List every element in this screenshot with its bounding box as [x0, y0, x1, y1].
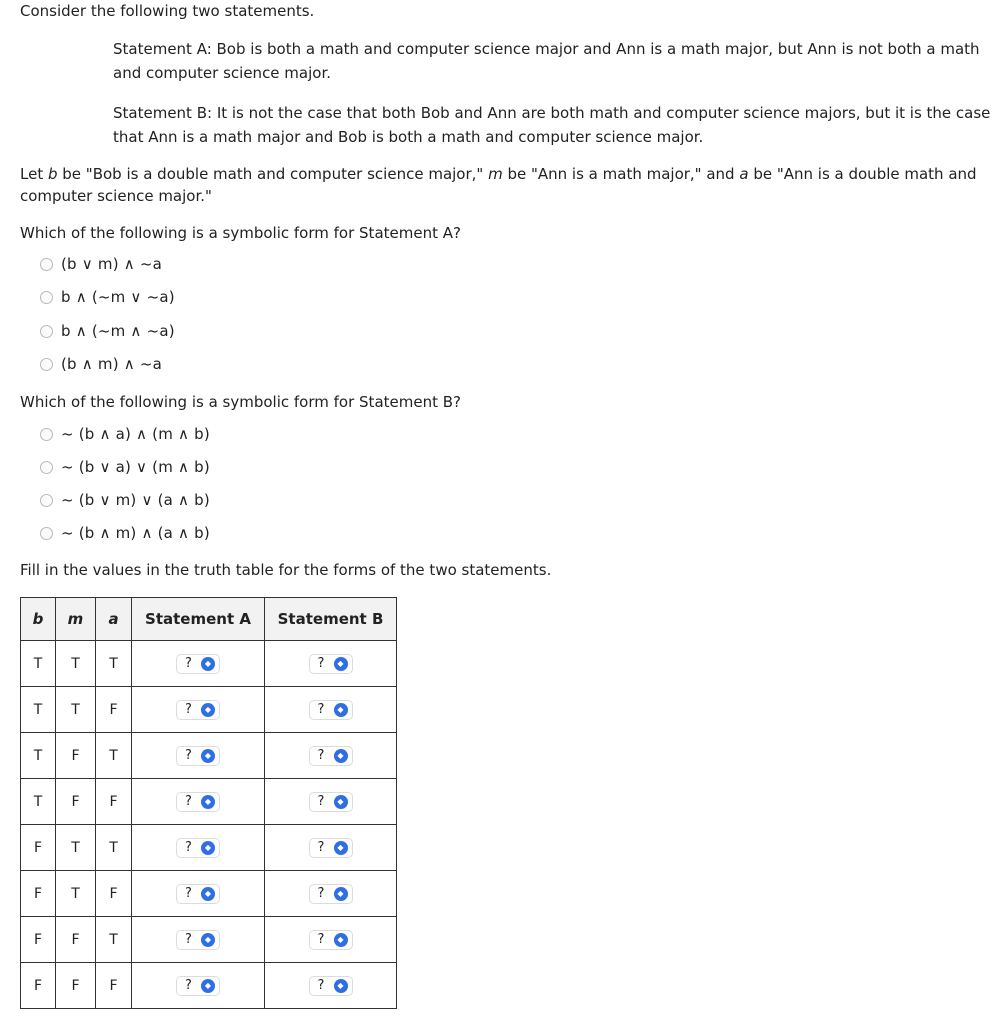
cell-statement-b: [265, 641, 397, 687]
table-row: [21, 917, 397, 963]
cell-m: T: [56, 687, 96, 733]
q1-option-3[interactable]: [40, 321, 175, 341]
variable-definitions: [20, 163, 995, 207]
question1-prompt: Which of the following is a symbolic form for Statement A?: [20, 224, 461, 242]
header-b-label: b: [32, 610, 44, 628]
cell-b: T: [21, 641, 56, 687]
statement-a-select[interactable]: [177, 793, 219, 811]
radio-button[interactable]: [40, 358, 53, 371]
select-value: ?: [317, 885, 325, 901]
truth-table: [20, 597, 397, 1009]
cell-b: T: [21, 687, 56, 733]
chevron-updown-icon[interactable]: ◆: [334, 657, 348, 671]
cell-statement-b: [265, 687, 397, 733]
cell-statement-a: [132, 641, 265, 687]
cell-m: F: [56, 733, 96, 779]
statement-a-select[interactable]: [177, 885, 219, 903]
select-value: ?: [317, 931, 325, 947]
intro-text: Consider the following two statements.: [20, 2, 315, 20]
def-let: Let: [20, 165, 48, 183]
cell-statement-b: [265, 733, 397, 779]
cell-statement-a: [132, 825, 265, 871]
def-b: be "Bob is a double math and computer science major,": [57, 165, 489, 183]
radio-button[interactable]: [40, 428, 53, 441]
select-value: ?: [185, 977, 192, 993]
table-header-row: [21, 598, 397, 641]
cell-statement-b: [265, 871, 397, 917]
option-label: ~ (b ∨ m) ∨ (a ∧ b): [61, 491, 210, 509]
table-row: [21, 733, 397, 779]
header-a: [96, 598, 132, 641]
cell-b: F: [21, 825, 56, 871]
select-value: ?: [317, 655, 325, 671]
chevron-updown-icon[interactable]: ◆: [201, 795, 215, 809]
var-m: m: [488, 165, 503, 183]
cell-a: T: [96, 917, 132, 963]
q1-option-1[interactable]: [40, 254, 162, 274]
table-row: [21, 963, 397, 1009]
cell-a: F: [96, 871, 132, 917]
statement-b-select[interactable]: [310, 885, 352, 903]
option-label: ~ (b ∧ m) ∧ (a ∧ b): [61, 524, 210, 542]
chevron-updown-icon[interactable]: ◆: [201, 979, 215, 993]
select-value: ?: [185, 839, 192, 855]
statement-b-select[interactable]: [310, 793, 352, 811]
option-label: b ∧ (~m ∨ ~a): [61, 288, 175, 306]
statement-a-select[interactable]: [177, 839, 219, 857]
table-row: [21, 871, 397, 917]
header-statement-b: Statement B: [265, 598, 397, 641]
cell-m: T: [56, 641, 96, 687]
cell-a: F: [96, 779, 132, 825]
cell-b: T: [21, 779, 56, 825]
statement-b-select[interactable]: [310, 931, 352, 949]
radio-button[interactable]: [40, 494, 53, 507]
q2-option-2[interactable]: [40, 457, 210, 477]
table-row: [21, 779, 397, 825]
statement-a-text: Statement A: Bob is both a math and computer science major and Ann is a math major, but Ann is not both a math and computer science major.: [113, 40, 980, 82]
table-row: [21, 825, 397, 871]
cell-b: F: [21, 871, 56, 917]
header-m: [56, 598, 96, 641]
cell-statement-a: [132, 871, 265, 917]
option-label: ~ (b ∧ a) ∧ (m ∧ b): [61, 425, 210, 443]
cell-statement-b: [265, 779, 397, 825]
header-statement-a: Statement A: [132, 598, 265, 641]
statement-a-select[interactable]: [177, 747, 219, 765]
select-value: ?: [317, 747, 325, 763]
cell-m: F: [56, 963, 96, 1009]
option-label: (b ∨ m) ∧ ~a: [61, 255, 163, 273]
select-value: ?: [185, 701, 192, 717]
var-b: b: [47, 165, 58, 183]
chevron-updown-icon[interactable]: ◆: [201, 887, 215, 901]
cell-statement-a: [132, 687, 265, 733]
select-value: ?: [185, 793, 192, 809]
cell-statement-b: [265, 917, 397, 963]
select-value: ?: [185, 655, 192, 671]
chevron-updown-icon[interactable]: ◆: [334, 841, 348, 855]
statement-b-select[interactable]: [310, 701, 352, 719]
def-a: be "Ann is a double math and computer science major.": [20, 165, 977, 205]
cell-b: T: [21, 733, 56, 779]
select-value: ?: [185, 885, 192, 901]
q2-option-1[interactable]: [40, 424, 210, 444]
cell-statement-a: [132, 779, 265, 825]
table-row: [21, 687, 397, 733]
chevron-updown-icon[interactable]: ◆: [201, 841, 215, 855]
cell-statement-b: [265, 963, 397, 1009]
chevron-updown-icon[interactable]: ◆: [334, 887, 348, 901]
chevron-updown-icon[interactable]: ◆: [334, 703, 348, 717]
statement-b-select[interactable]: [310, 839, 352, 857]
statement-b-select[interactable]: [310, 655, 352, 673]
cell-m: T: [56, 825, 96, 871]
chevron-updown-icon[interactable]: ◆: [201, 749, 215, 763]
cell-m: F: [56, 917, 96, 963]
chevron-updown-icon[interactable]: ◆: [334, 933, 348, 947]
option-label: ~ (b ∨ a) ∨ (m ∧ b): [61, 458, 210, 476]
radio-button[interactable]: [40, 325, 53, 338]
cell-statement-a: [132, 917, 265, 963]
q2-option-4[interactable]: [40, 523, 210, 543]
statement-a-select[interactable]: [177, 655, 219, 673]
cell-a: T: [96, 641, 132, 687]
table-prompt: Fill in the values in the truth table for the forms of the two statements.: [20, 561, 552, 579]
cell-a: F: [96, 963, 132, 1009]
q1-option-4[interactable]: [40, 354, 162, 374]
chevron-updown-icon[interactable]: ◆: [334, 795, 348, 809]
chevron-updown-icon[interactable]: ◆: [201, 703, 215, 717]
header-a-label: a: [108, 610, 119, 628]
radio-button[interactable]: [40, 258, 53, 271]
statement-b-select[interactable]: [310, 977, 352, 995]
chevron-updown-icon[interactable]: ◆: [334, 979, 348, 993]
radio-button[interactable]: [40, 461, 53, 474]
select-value: ?: [185, 931, 192, 947]
statement-b-text: Statement B: It is not the case that both Bob and Ann are both math and computer science majors, but it is the case that Ann is a math major and Bob is both a math and computer science major.: [113, 104, 991, 146]
select-value: ?: [317, 701, 325, 717]
chevron-updown-icon[interactable]: ◆: [201, 657, 215, 671]
header-m-label: m: [67, 610, 84, 628]
select-value: ?: [317, 977, 325, 993]
statement-a-select[interactable]: [177, 701, 219, 719]
table-row: [21, 641, 397, 687]
select-value: ?: [317, 793, 325, 809]
radio-button[interactable]: [40, 291, 53, 304]
cell-statement-a: [132, 733, 265, 779]
select-value: ?: [185, 747, 192, 763]
cell-b: F: [21, 917, 56, 963]
cell-m: T: [56, 871, 96, 917]
select-value: ?: [317, 839, 325, 855]
cell-statement-b: [265, 825, 397, 871]
option-label: (b ∧ m) ∧ ~a: [61, 355, 163, 373]
statement-a-select[interactable]: [177, 977, 219, 995]
option-label: b ∧ (~m ∧ ~a): [61, 322, 175, 340]
chevron-updown-icon[interactable]: ◆: [334, 749, 348, 763]
header-b: [21, 598, 56, 641]
cell-m: F: [56, 779, 96, 825]
question2-prompt: Which of the following is a symbolic form for Statement B?: [20, 393, 461, 411]
statement-a-select[interactable]: [177, 931, 219, 949]
cell-b: F: [21, 963, 56, 1009]
q1-option-2[interactable]: [40, 287, 175, 307]
radio-button[interactable]: [40, 527, 53, 540]
q2-option-3[interactable]: [40, 490, 210, 510]
statement-b-select[interactable]: [310, 747, 352, 765]
chevron-updown-icon[interactable]: ◆: [201, 933, 215, 947]
def-m: be "Ann is a math major," and: [502, 165, 740, 183]
cell-statement-a: [132, 963, 265, 1009]
cell-a: T: [96, 733, 132, 779]
var-a: a: [739, 165, 749, 183]
cell-a: F: [96, 687, 132, 733]
cell-a: T: [96, 825, 132, 871]
